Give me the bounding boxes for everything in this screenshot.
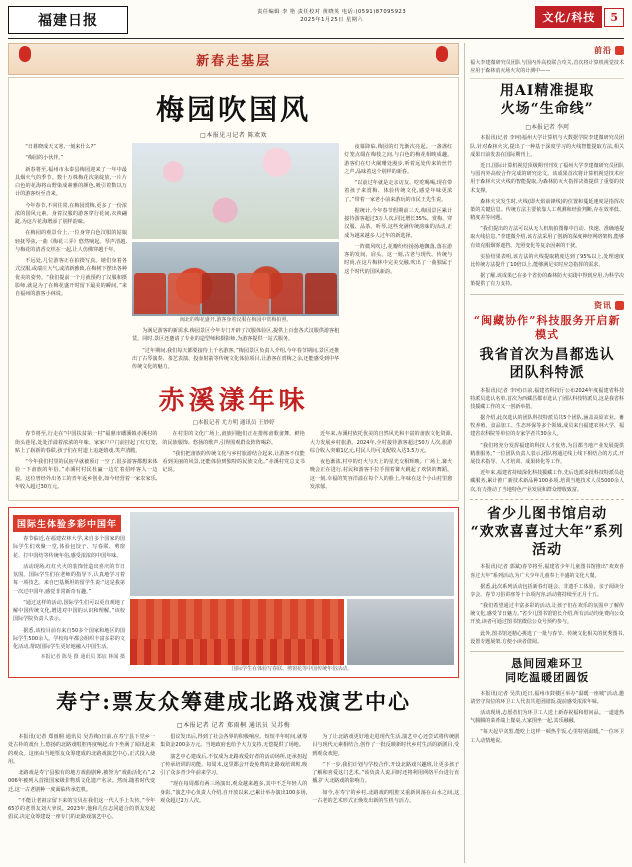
- divider-dashed: [470, 499, 624, 500]
- spring-banner: [8, 43, 459, 75]
- logo-text: 福建日报: [38, 13, 98, 29]
- masthead: [8, 6, 624, 39]
- highlight-label: 国际生体验多彩中国年: [13, 515, 121, 532]
- editor-line: 责任编辑 李 艳 责任校对 黄晓英 电话:(0591)87095923: [257, 9, 407, 15]
- lantern-icon: [19, 46, 31, 62]
- feature-photo-performance: [132, 242, 339, 316]
- highlight-photo-group: [130, 599, 344, 665]
- feature-photo-blossom: [132, 143, 339, 239]
- photo-figures: [134, 273, 337, 314]
- right-column: [464, 43, 624, 863]
- section-badge: 文化/科技: [535, 6, 602, 28]
- lantern-icon: [436, 46, 448, 62]
- feature2-body: 春节将至,行走在“中国扶贫第一村”福鼎市磻溪镇赤溪村的街头巷尾,处处洋溢着浓浓的年味。家家户户门前挂起了红灯笼,贴上了崭新的春联,孩子们在村道上追逐嬉戏,笑声清脆。 “今年我们村里的民宿早就被预订一空了,很多游客都想来体验一下畲族的年俗。”赤溪村村民杜赢一边忙着招呼客人一边说。这位曾经外出务工的青年返乡创业,如今经营着一家农家乐,年收入超过30万元。 在村里的文化广场上,畲族同胞们正在排练畲歌畲舞。鲜艳的民族服饰、悠扬的歌声,引得围观群众阵阵喝彩。 “我们把畲族的传统文化与乡村旅游结合起来,让游客不仅能看到美丽的风景,还能体验到独特的民族文化。”赤溪村党总支书记说。 近年来,赤溪村依托优美的自然风光和丰富的畲族文化资源,大力发展乡村旅游。2024年,全村接待游客超过50万人次,旅游综合收入突破1亿元,村民人均可支配收入达3.5万元。 夜色渐浓,村中的灯火与天上的星光交相辉映。广场上,篝火晚会正在进行,村民和游客手拉手围着篝火跳起了欢快的舞蹈。这一刻,幸福的笑容洋溢在每个人的脸上,年味在这个小山村里愈发浓郁。: [15, 431, 453, 490]
- kicker-frontier-label: 前沿: [594, 45, 612, 55]
- feature2-byline: □本报记者 尤方明 通讯员 王妙婷: [192, 420, 275, 427]
- date-line: 2025年1月25日 星期六: [300, 16, 364, 23]
- masthead-info: [128, 6, 535, 25]
- kicker-frontier: [470, 45, 624, 56]
- right-article-2-title-line2: 团队科特派: [509, 365, 585, 382]
- feature-photo-caption: 闽北的梅花盛开,游客身着汉服在梅园中赏梅拍照。: [179, 317, 292, 323]
- feature2-title: 赤溪漾年味: [158, 386, 309, 417]
- right-article-3-title: [470, 505, 624, 560]
- feature-title: 梅园吹国风: [156, 93, 312, 126]
- kicker-marker-icon: [615, 46, 624, 55]
- right-article-1-title: [470, 82, 624, 118]
- highlight-article: [8, 507, 459, 678]
- kicker-news-label: 资讯: [594, 299, 612, 310]
- left-column: [8, 43, 459, 863]
- right-article-2-body: 本报讯(记者 李珂)日前,福建省科技厅公布2024年度福建省科技特派员选认名单,首次为西藏昌都市选认了团队科技特派员,这是我省科技援藏工作的又一创新举措。 据介绍,此次选认的团队科技特派员共5个团队,涵盖高原农业、畜牧养殖、食品加工、生态环保等多个领域,成员来自福建农林大学、福建省农科院等单位的专家学者共30余人。 “我们将充分发挥福建的科技人才优势,为昌都当地产业发展提供精准服务。”一位团队负责人表示,团队将通过线上线下相结合的方式,开展技术指导、人才培训、成果转化等工作。 近年来,福建省持续深化科技援藏工作,先后选派多批科技特派员赴藏服务,累计推广新技术新品种100多项,培训当地技术人员5000余人次,有力推动了当地特色产业发展和群众增收致富。: [470, 387, 624, 493]
- highlight-photo-detail: [347, 599, 454, 665]
- right-article-1-byline: □本报记者 李珂: [525, 124, 569, 132]
- highlight-photo-room: [130, 512, 454, 596]
- right-article-2-title: [470, 346, 624, 382]
- feature-byline: □本报见习记者 陈欢欢: [200, 132, 268, 139]
- feature-col-2: 为满足游客的新需求,梅园景区今年专门开辟了汉服体验区,提供上百套各式汉服供游客租赁。同时,景区还邀请了专业的造型师和摄影师,为游客提供一站式服务。 “过年期间,我们每天都要接待上千名游客。”梅园景区负责人介绍,今年春节期间,景区还推出了古琴演奏、茶艺表演、投壶射箭等传统文化体验项目,让游客在赏梅之余,还能感受到中华传统文化的魅力。: [132, 328, 340, 370]
- feature-col-3: 夜幕降临,梅园的灯光渐次亮起。一盏盏红灯笼点缀在梅枝之间,与白色的梅花相映成趣。游客们在灯火阑珊处漫步,听着远处传来的丝竹之声,品味着这个别样的新春。 “以前过年就是走亲访友、吃吃喝喝,现在带着孩子来赏梅、体验传统文化,感觉年味更浓了。”带着一家老小前来游玩的市民王先生说。 据统计,今年春节假期前三天,梅园景区累计接待游客超过3万人次,同比增长35%。赏梅、穿汉服、品茶、听琴,这些充满传统韵味的活动,正成为越来越多人过年的新选择。 一阵微风吹过,花瓣纷纷扬扬地飘落,落在游客的发间、肩头。这一刻,古老与现代、传统与时尚,在这片梅林中完美交融,吹出了一曲独属于这个时代的国风新韵。: [344, 144, 453, 275]
- bottom-body: 本报讯(记者 郑雨桐 通讯员 吴苏梅)日前,在寿宁县下党乡一处古朴的戏台上,悠扬的北路戏唱腔再度响起,台下坐满了闻讯赶来的观众。这座由当地票友众筹建成的北路戏演艺中心,正式投入使用。 北路戏是寿宁县独有的地方戏曲剧种,被誉为“戏曲活化石”,2006年被列入首批国家级非物质文化遗产名录。然而,随着时代变迁,这一古老剧种一度面临传承危机。 “不能让老祖宗留下来的宝贝在我们这一代人手上失传。”今年65岁的老票友刘大爷说。2023年,他和几位志同道合的票友发起倡议,决定众筹建设一座专门的北路戏演艺中心。 倡议发出后,得到了社会各界的积极响应。短短半年时间,就筹集资金200多万元。当地政府也给予大力支持,无偿提供了场地。 演艺中心建成后,不仅成为北路戏爱好者的活动场所,还承担起了传承培训的功能。每周末,这里都会开设免费的北路戏培训班,吸引了众多青少年前来学习。 “现在每周都有两三场演出,观众越来越多,其中不乏年轻人的身影。”演艺中心负责人介绍,自开放以来,已累计举办演出100多场,观众超过2万人次。 为了让北路戏更好地走进现代生活,演艺中心还尝试将传统剧目与现代元素相结合,创作了一批反映新时代乡村生活的新剧目,受到观众欢迎。 “下一步,我们计划与学校合作,开设北路戏兴趣班,让更多孩子了解和喜爱这门艺术。”该负责人说,同时还将利用网络平台进行直播,扩大北路戏的影响力。 如今,在寿宁的乡村,北路戏的唱腔又重新回荡在山水之间,这一古老的艺术形式正焕发出新的生机与活力。: [8, 734, 460, 821]
- right-article-4-title-line1: 恳间园难环卫: [511, 657, 584, 671]
- right-article-4-title: [470, 657, 624, 686]
- right-article-3-body: 本报讯(记者 郭斌)春节将至,福建省少年儿童图书馆推出“欢欢喜喜过大年”系列活动,为广大少年儿童奉上丰盛的文化大餐。 据悉,此次系列活动包括新春灯谜会、非遗手工体验、亲子阅读分享会、春节习俗讲座等十余项内容,活动将持续至正月十五。 “我们希望通过丰富多彩的活动,让孩子们在欢乐的氛围中了解传统文化,感受节日魅力。”省少儿图书馆馆长介绍,所有活动均免费向公众开放,读者可通过图书馆微信公众号预约参与。 此外,图书馆还精心挑选了一批与春节、传统文化相关的优秀图书,设置专题展架,方便小读者借阅。: [470, 564, 624, 645]
- lead-paragraph: 福大李建微研究员团队与国内外高校联合攻关,首次将计算机视觉技术应用于森林消灭场火灾的计测中——: [470, 59, 624, 79]
- bottom-title: 寿宁:票友众筹建成北路戏演艺中心: [56, 689, 412, 714]
- highlight-photo-caption: 国际学生在体验写春联、剪窗花等中国传统年俗活动。: [232, 666, 353, 672]
- kicker-news: [470, 300, 624, 311]
- right-article-3-title-line2: “欢欢喜喜过大年”系列活动: [470, 523, 624, 559]
- banner-title: 新春走基层: [196, 53, 272, 69]
- right-article-2-kicker: “闽藏协作”科技服务开启新模式: [473, 313, 621, 341]
- photo-group-row: [130, 639, 344, 665]
- newspaper-logo: [8, 6, 128, 34]
- right-article-1-title-line2: 火场“生命线”: [500, 101, 594, 118]
- divider: [470, 294, 624, 295]
- right-article-1-title-line1: 用AI精准提取: [499, 83, 595, 99]
- feature-col-1: “日暮晓成天又寒,一刻来什么?” “梅园的小伙伴。” 新春将至,福州市永泰县梅园迎来了一年中最具烟火气的季节。数十万株梅花次第绽放,一片片白色的花海将山野染成素雅的颜色,吸引着数以万计的游客纷至沓来。 今年春节,不同往常,在梅园赏梅,更多了一份浓浓的国风元素。身着汉服的游客穿行花间,衣袂翩跹,为这片花海增添了别样韵味。 在梅园的观景台上,一位身穿白色汉服的姑娘轻抚琴弦,一曲《梅花三弄》悠然响起。琴声清越,与梅花的清香交织在一起,让人仿佛穿越千年。 不远处,几位游客正在拍摄写真。她们身着各式汉服,或端庄大气,或清新雅致,在梅树下摆出各种优美的姿势。“我们提前一个月就预约了汉服和摄影师,就是为了在梅花盛开时留下最美的瞬间。”来自福州的游客小林说。: [15, 144, 127, 297]
- right-article-2-title-line1: 我省首次为昌都选认: [479, 347, 615, 364]
- highlight-text: 春节临近,在福建农林大学,来自多个国家的国际学生们欢聚一堂,体验包饺子、写春联、剪窗花、打中国结等传统年俗,感受浓浓的中国年味。 活动现场,红红火火的装饰营造出喜庆的节日氛围。国际学生们在老师的指导下,认真地学习着每一项技艺。来自巴基斯坦的留学生说:“这是我第一次过中国年,感觉非常新奇有趣。” “通过这样的活动,国际学生们可以更直观地了解中国传统文化,增进对中国的认识和理解。”该校国际学院负责人表示。 据悉,该校目前有来自50多个国家和地区的国际学生500余人。学校每年都会组织丰富多彩的文化活动,帮助国际学生更好地融入中国生活。: [13, 536, 125, 650]
- right-article-3-title-line1: 省少儿图书馆启动: [487, 505, 608, 522]
- bottom-byline: □本报记者 记者 郑雨桐 通讯员 吴苏梅: [176, 722, 291, 729]
- masthead-section: [535, 6, 624, 28]
- right-article-4-title-line2: 同吃温暖团圆饭: [505, 671, 590, 685]
- feature-article: [8, 77, 459, 501]
- kicker-marker-icon: [615, 301, 624, 310]
- right-article-4-body: 本报讯(记者 吴洪)近日,福州市鼓楼区举办“温暖一座城”活动,邀请坚守岗位的环卫工人代表共进团圆饭,提前感受浓浓年味。 活动现场,志愿者们为环卫工人送上新春祝福和慰问品。一道道热气腾腾的菜肴端上餐桌,大家围坐一起,其乐融融。 “每天起早贪黑,能吃上这样一顿热乎饭,心里特别温暖。”一位环卫工人动情地说。: [470, 690, 624, 744]
- page-number: 5: [604, 8, 624, 27]
- bottom-article: [8, 686, 459, 825]
- divider: [470, 651, 624, 652]
- right-article-1-body: 本报讯(记者 李珂)福州大学计算机与大数据学院李建微研究员团队,针对森林火灾,提出了一种基于深度学习的火线智能提取方法,相关成果日前发表在国际期刊上。 近日,国际计算机视觉顶级期刊刊发了福州大学李建微研究员团队与国内外高校合作完成的研究论文。该成果首次将计算机视觉技术应用于森林火灾火线的智能提取,为森林防灭火指挥决策提供了重要的技术支撑。 森林火灾发生时,火线(即火焰前锋线)的位置和蔓延速度是指挥决策的关键信息。传统方法主要依靠人工观测和经验判断,存在效率低、精度差等问题。 “我们提出的方法可以从无人机航拍图像中自动、快速、准确地提取火线信息。”李建微介绍,该方法采用了创新的深度神经网络架构,能够有效克服烟雾遮挡、光照变化等复杂因素的干扰。 实验结果表明,该方法的火线提取精度达到了95%以上,处理速度比传统方法提升了10倍以上,能够满足实时应急指挥的需求。 据了解,该成果已在多个省份的森林防火实践中得到应用,为科学决策提供了有力支持。: [470, 135, 624, 288]
- highlight-signature: 本报记者 陈旻 摄 通讯员 郑宸 林闻 摄: [40, 654, 125, 661]
